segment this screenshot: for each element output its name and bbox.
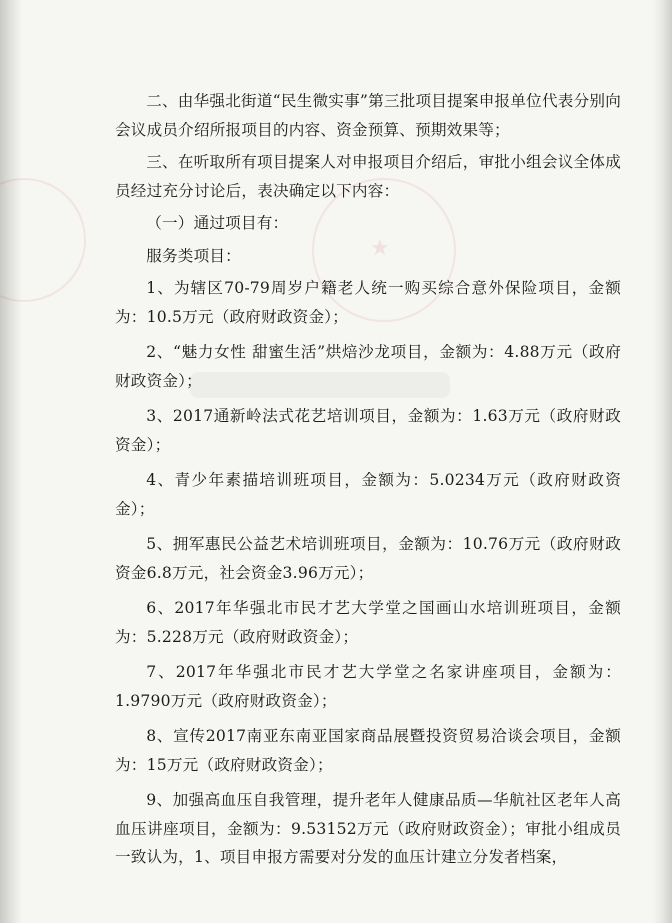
list-item: 5、拥军惠民公益艺术培训班项目，金额为：10.76万元（政府财政资金6.8万元，社会资金3.96万元）； [115, 535, 621, 582]
document-body [115, 87, 621, 872]
list-item: 4、青少年素描培训班项目，金额为：5.0234万元（政府财政资金）； [115, 471, 621, 518]
faint-seal-star: ★ [370, 236, 390, 261]
list-item: 8、宣传2017南亚东南亚国家商品展暨投资贸易洽谈会项目，金额为：15万元（政府财政资金）； [115, 727, 621, 774]
paragraph-2: 二、由华强北街道“民生微实事”第三批项目提案申报单位代表分别向会议成员介绍所报项目的内容、资金预算、预期效果等； [115, 92, 621, 139]
list-item: 9、加强高血压自我管理，提升老年人健康品质—华航社区老年人高血压讲座项目，金额为：9.53152万元（政府财政资金）；审批小组成员一致认为，1、项目申报方需要对分发的血压计建立分发者档案， [115, 791, 621, 866]
list-item: 1、为辖区70-79周岁户籍老人统一购买综合意外保险项目，金额为：10.5万元（政府财政资金）； [115, 279, 621, 326]
list-item: 3、2017通新岭法式花艺培训项目，金额为：1.63万元（政府财政资金）； [115, 407, 621, 454]
page-right-edge [652, 0, 672, 923]
subheading-approved: （一）通过项目有： [146, 214, 289, 232]
subheading-service: 服务类项目： [146, 246, 241, 265]
faint-seal-bleed-left [0, 178, 86, 302]
page-left-edge [0, 0, 22, 923]
list-item: 6、2017年华强北市民才艺大学堂之国画山水培训班项目，金额为：5.228万元（政府财政资金）； [115, 599, 621, 646]
paragraph-3: 三、在听取所有项目提案人对申报项目介绍后，审批小组会议全体成员经过充分讨论后，表决确定以下内容： [115, 153, 621, 200]
list-item: 2、“魅力女性 甜蜜生活”烘焙沙龙项目，金额为：4.88万元（政府财政资金）； [115, 343, 621, 390]
list-item: 7、2017年华强北市民才艺大学堂之名家讲座项目，金额为：1.9790万元（政府财政资金）； [115, 663, 621, 710]
